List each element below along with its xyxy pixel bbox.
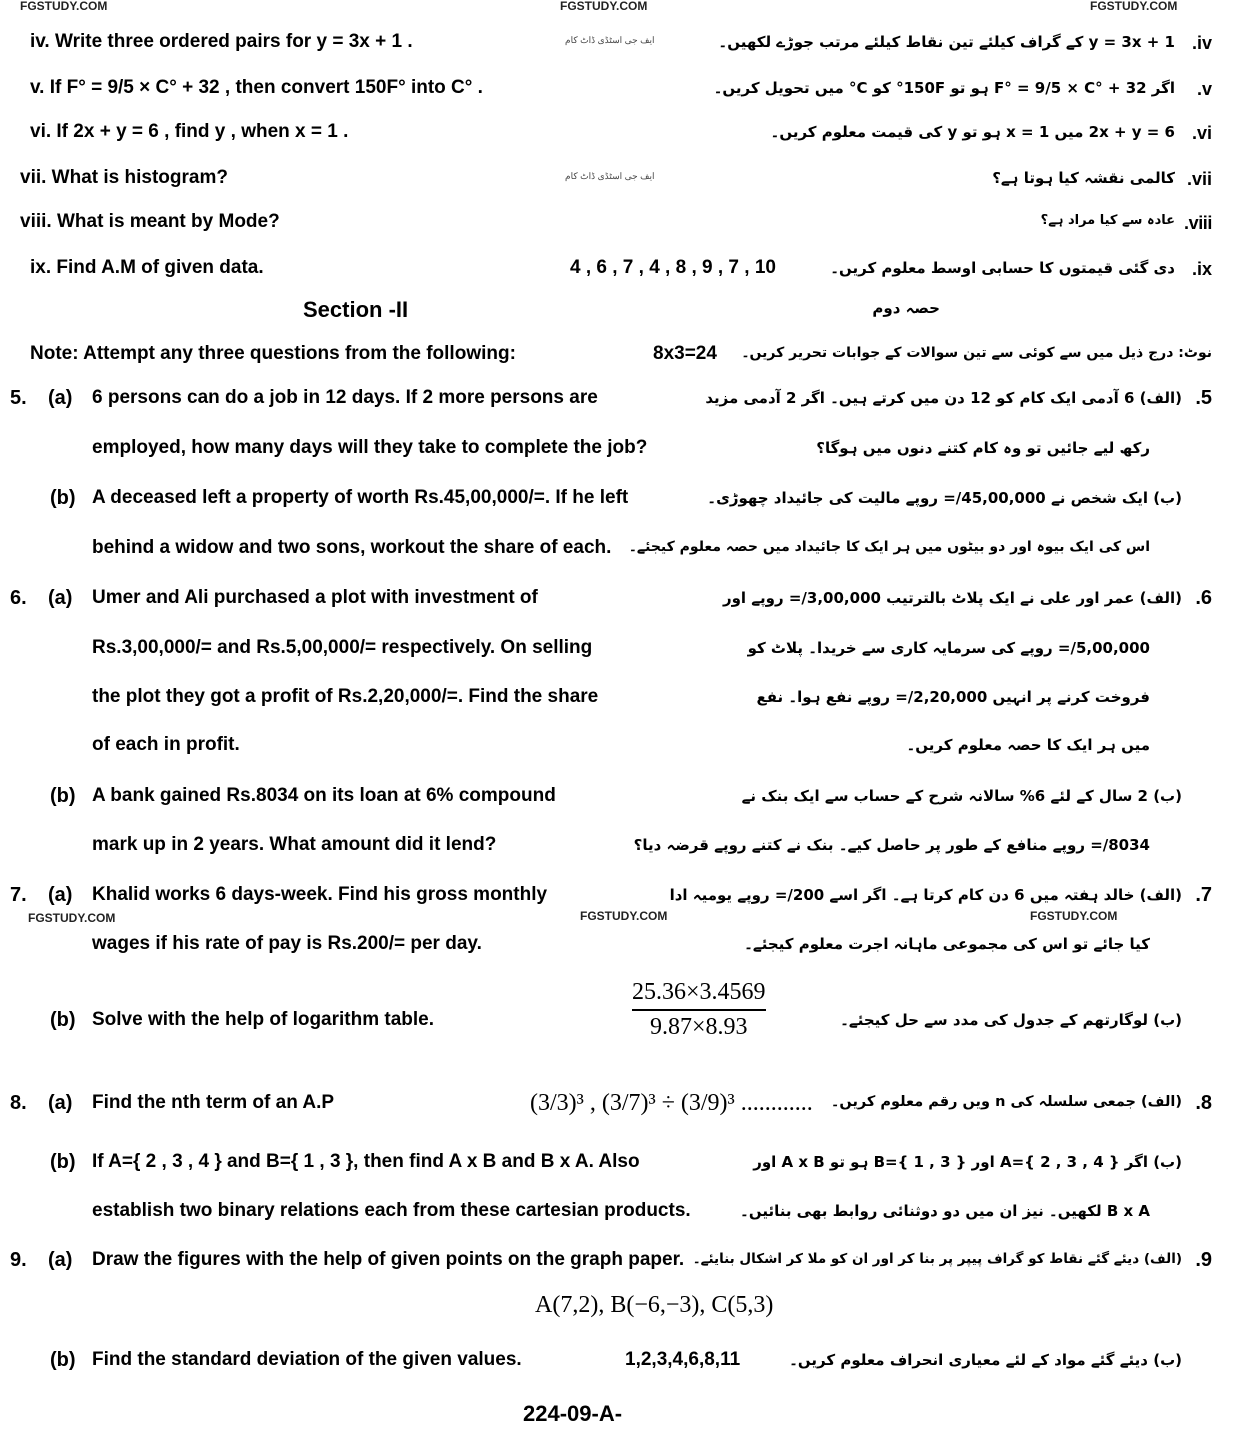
fraction-bar: [632, 1009, 766, 1011]
q5-a-urdu-line-1: رکھ لیے جائیں تو وہ کام کتنے دنوں میں ہوگا؟: [816, 439, 1150, 457]
q6-a-urdu-line-1: 5,00,000/= روپے کی سرمایہ کاری سے خریدا۔ پلاٹ کو: [747, 639, 1150, 657]
short-question-urdu-2: 2x + y = 6 میں x = 1 ہو تو y کی قیمت معلوم کریں۔: [770, 123, 1175, 141]
short-question-urdu-number-3: .vii: [1186, 169, 1212, 189]
short-question-urdu-number-5: .ix: [1191, 259, 1212, 279]
data-values: 4 , 6 , 7 , 4 , 8 , 9 , 7 , 10: [570, 257, 776, 278]
q7-a-urdu-line-1: کیا جائے تو اس کی مجموعی ماہانہ اجرت معلوم کیجئے۔: [744, 935, 1150, 953]
short-question-urdu-number-0: .iv: [1191, 33, 1212, 53]
short-question-4: viii. What is meant by Mode?: [20, 211, 280, 232]
q5-b-label: (b): [50, 487, 76, 509]
q6-number: 6.: [10, 587, 27, 609]
q6-a-line-0: Umer and Ali purchased a plot with investment of: [92, 587, 538, 608]
log-fraction: [632, 978, 766, 1042]
section-title-urdu: حصہ دوم: [872, 299, 940, 317]
short-question-1: v. If F° = 9/5 × C° + 32 , then convert 150F° into C° .: [30, 77, 483, 98]
q6-a-urdu-line-3: میں ہر ایک کا حصہ معلوم کریں۔: [906, 736, 1150, 754]
section-title: Section -II: [303, 297, 409, 322]
q9-b-label: (b): [50, 1349, 76, 1371]
ap-series-expression: (3/3)³ , (3/7)³ ÷ (3/9)³ ............: [530, 1090, 813, 1116]
q6-b-urdu-line-0: (ب) 2 سال کے لئے 6% سالانہ شرح کے حساب سے ایک بنک نے: [741, 787, 1182, 805]
q5-urdu-number: .5: [1195, 387, 1212, 409]
q9-a-line-0: Draw the figures with the help of given points on the graph paper.: [92, 1249, 685, 1270]
q5-a-line-0: 6 persons can do a job in 12 days. If 2 more persons are: [92, 387, 598, 408]
q6-b-label: (b): [50, 785, 76, 807]
q7-b-urdu-line-0: (ب) لوگارتھم کے جدول کی مدد سے حل کیجئے۔: [840, 1011, 1182, 1029]
watermark-urdu: ایف جی اسٹڈی ڈاٹ کام: [565, 171, 655, 181]
watermark: FGSTUDY.COM: [20, 0, 108, 13]
q7-a-label: (a): [48, 884, 73, 906]
short-question-urdu-5: دی گئی قیمتوں کا حسابی اوسط معلوم کریں۔: [830, 259, 1175, 277]
q8-b-line-0: If A={ 2 , 3 , 4 } and B={ 1 , 3 }, then find A x B and B x A. Also: [92, 1151, 640, 1172]
q8-b-label: (b): [50, 1151, 76, 1173]
fraction-numerator: 25.36×3.4569: [632, 979, 766, 1005]
q7-number: 7.: [10, 884, 27, 906]
q7-urdu-number: .7: [1195, 884, 1212, 906]
q6-urdu-number: .6: [1195, 587, 1212, 609]
fraction-denominator: 9.87×8.93: [650, 1013, 748, 1040]
q9-b-urdu-line-0: (ب) دیئے گئے مواد کے لئے معیاری انحراف معلوم کریں۔: [789, 1351, 1182, 1369]
q8-number: 8.: [10, 1092, 27, 1114]
q7-b-line-0: Solve with the help of logarithm table.: [92, 1009, 435, 1030]
q7-a-urdu-line-0: (الف) خالد ہفتہ میں 6 دن کام کرتا ہے۔ اگر اسے 200/= روپے یومیہ ادا: [669, 886, 1182, 904]
short-question-urdu-4: عادہ سے کیا مراد ہے؟: [1040, 213, 1175, 228]
q9-a-urdu-line-0: (الف) دیئے گئے نقاط کو گراف پیپر پر بنا کر اور ان کو ملا کر اشکال بنایئے۔: [692, 1251, 1182, 1267]
note-marks: 8x3=24: [653, 343, 717, 364]
short-question-3: vii. What is histogram?: [20, 167, 228, 188]
q9-number: 9.: [10, 1249, 27, 1271]
q5-number: 5.: [10, 387, 27, 409]
q7-a-line-1: wages if his rate of pay is Rs.200/= per day.: [92, 933, 482, 954]
q9-a-label: (a): [48, 1249, 73, 1271]
note-text: Note: Attempt any three questions from the following:: [30, 343, 516, 364]
short-question-urdu-number-2: .vi: [1191, 123, 1212, 143]
q5-b-line-1: behind a widow and two sons, workout the share of each.: [92, 537, 612, 558]
given-points: A(7,2), B(−6,−3), C(5,3): [535, 1292, 774, 1318]
short-question-urdu-1: اگر F° = 9/5 × C° + 32 ہو تو 150F° کو C° میں تحویل کریں۔: [713, 79, 1175, 97]
short-question-2: vi. If 2x + y = 6 , find y , when x = 1 .: [30, 121, 349, 142]
q6-a-line-3: of each in profit.: [92, 734, 240, 755]
q6-b-line-0: A bank gained Rs.8034 on its loan at 6% compound: [92, 785, 556, 806]
q5-b-line-0: A deceased left a property of worth Rs.45,00,000/=. If he left: [92, 487, 629, 508]
paper-code: 224-09-A-: [523, 1401, 623, 1426]
note-urdu: نوٹ: درج ذیل میں سے کوئی سے تین سوالات کے جوابات تحریر کریں۔: [741, 345, 1212, 361]
q6-a-label: (a): [48, 587, 73, 609]
watermark: FGSTUDY.COM: [560, 0, 648, 13]
q7-b-label: (b): [50, 1009, 76, 1031]
q6-b-line-1: mark up in 2 years. What amount did it lend?: [92, 834, 497, 855]
q5-b-urdu-line-1: اس کی ایک بیوہ اور دو بیٹوں میں ہر ایک کا جائیداد میں حصہ معلوم کیجئے۔: [628, 539, 1150, 555]
watermark-urdu: ایف جی اسٹڈی ڈاٹ کام: [565, 35, 655, 45]
q6-a-urdu-line-0: (الف) عمر اور علی نے ایک پلاٹ بالترتیب 3,00,000/= روپے اور: [722, 589, 1182, 607]
q6-b-urdu-line-1: 8034/= روپے منافع کے طور پر حاصل کیے۔ بنک نے کتنے روپے قرضہ دیا؟: [633, 836, 1150, 854]
q8-b-urdu-line-1: B x A لکھیں۔ نیز ان میں دو دوثنائی روابط بھی بنائیں۔: [740, 1202, 1150, 1220]
short-question-urdu-number-4: .viii: [1183, 213, 1212, 233]
q8-b-urdu-line-0: (ب) اگر A={ 2 , 3 , 4 } اور B={ 1 , 3 } ہو تو A x B اور: [753, 1153, 1182, 1171]
q8-a-label: (a): [48, 1092, 73, 1114]
short-question-5: ix. Find A.M of given data.: [30, 257, 264, 278]
q9-urdu-number: .9: [1195, 1249, 1212, 1271]
q7-a-line-0: Khalid works 6 days-week. Find his gross monthly: [92, 884, 548, 905]
q8-a-line-0: Find the nth term of an A.P: [92, 1092, 335, 1113]
watermark: FGSTUDY.COM: [1090, 0, 1178, 13]
short-question-urdu-3: کالمی نقشہ کیا ہوتا ہے؟: [992, 169, 1175, 187]
q5-a-line-1: employed, how many days will they take to complete the job?: [92, 437, 648, 458]
q6-a-line-2: the plot they got a profit of Rs.2,20,000/=. Find the share: [92, 686, 599, 707]
watermark: FGSTUDY.COM: [28, 911, 116, 925]
q6-a-line-1: Rs.3,00,000/= and Rs.5,00,000/= respectively. On selling: [92, 637, 593, 658]
q9-b-line-0: Find the standard deviation of the given values.: [92, 1349, 522, 1370]
q8-b-line-1: establish two binary relations each from these cartesian products.: [92, 1200, 691, 1221]
watermark: FGSTUDY.COM: [580, 909, 668, 923]
q5-a-urdu-line-0: (الف) 6 آدمی ایک کام کو 12 دن میں کرتے ہیں۔ اگر 2 آدمی مزید: [705, 389, 1182, 407]
given-values: 1,2,3,4,6,8,11: [625, 1349, 741, 1370]
short-question-urdu-number-1: .v: [1196, 79, 1212, 99]
q6-a-urdu-line-2: فروخت کرنے پر انہیں 2,20,000/= روپے نفع ہوا۔ نفع: [756, 688, 1150, 706]
q5-a-label: (a): [48, 387, 73, 409]
short-question-urdu-0: y = 3x + 1 کے گراف کیلئے تین نقاط کیلئے مرتب جوڑے لکھیں۔: [718, 33, 1175, 51]
q8-a-urdu-line-0: (الف) جمعی سلسلہ کی n ویں رقم معلوم کریں۔: [830, 1094, 1182, 1110]
short-question-0: iv. Write three ordered pairs for y = 3x + 1 .: [30, 31, 413, 52]
watermark: FGSTUDY.COM: [1030, 909, 1118, 923]
q8-urdu-number: .8: [1195, 1092, 1212, 1114]
q5-b-urdu-line-0: (ب) ایک شخص نے 45,00,000/= روپے مالیت کی جائیداد چھوڑی۔: [707, 489, 1182, 507]
